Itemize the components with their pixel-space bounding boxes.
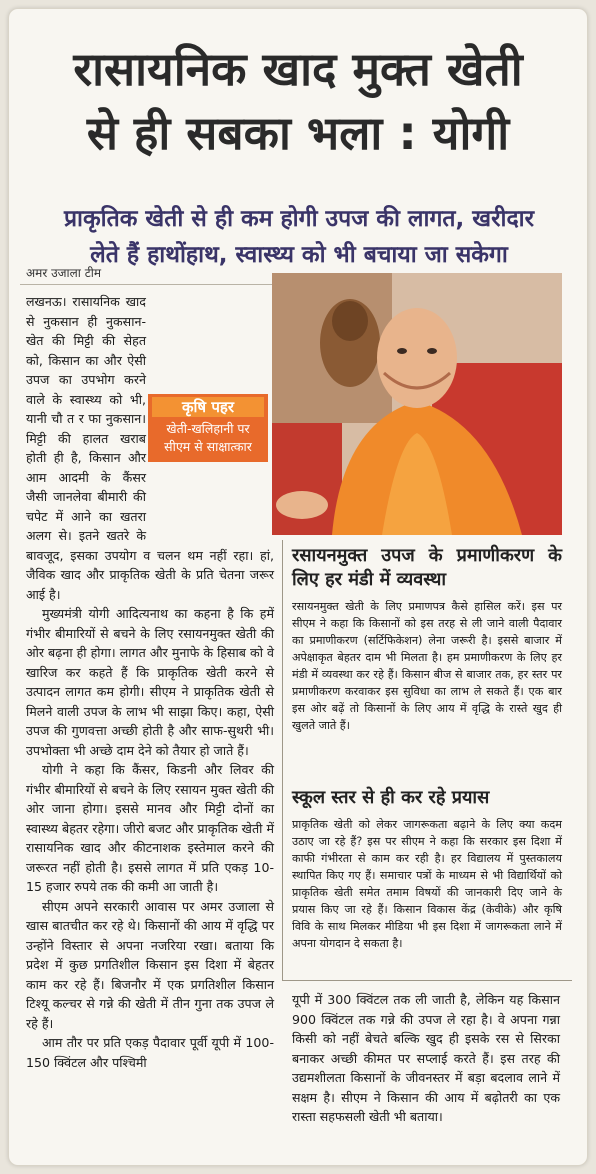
byline: अमर उजाला टीम bbox=[26, 266, 102, 280]
yogi-photo bbox=[272, 273, 562, 535]
headline bbox=[19, 37, 577, 165]
paragraph-2: मुख्यमंत्री योगी आदित्यनाथ का कहना है कि हमें गंभीर बीमारियों से बचने के लिए रसायनमुक्त खेती की ओर बढ़ना ही होगा। लागत और मुनाफे के हिसाब को वे खारिज कर कहते हैं कि प्राकृतिक खेती करने से उत्पादन लागत कम होगी। सीएम ने प्राकृतिक खेती से मिलने वाली उपज के लाभ भी साझा किए। कहा, ऐसी उपज की गुणवत्ता अच्छी होती है और साफ-सुथरी भी। उपभोक्ता भी अच्छे दाम देने को तैयार हो जाते हैं। bbox=[26, 606, 274, 758]
column-divider bbox=[282, 540, 283, 980]
portrait-illustration bbox=[272, 273, 562, 535]
paragraph-3: योगी ने कहा कि कैंसर, किडनी और लिवर की गंभीर बीमारियों से बचने के लिए रसायन मुक्त खेती की ओर जाना होगा। इससे मानव और मिट्टी दोनों का स्वास्थ्य बेहतर रहेगा। जीरो बजट और प्राकृतिक खेती में रासायनिक खाद और कीटनाशक इस्तेमाल करने की जरूरत नहीं होती है। इससे लागत में प्रति एकड़ 10-15 हजार रुपये तक की कमी आ जाती है। bbox=[26, 762, 274, 894]
paragraph-5: आम तौर पर प्रति एकड़ पैदावार पूर्वी यूपी में 100-150 क्विंटल और पश्चिमी bbox=[26, 1035, 274, 1070]
subheadline bbox=[23, 201, 575, 273]
certification-section bbox=[292, 544, 562, 734]
badge-subtitle-1: खेती-खलिहानी पर bbox=[166, 421, 250, 436]
badge-subtitle-2: सीएम से साक्षात्कार bbox=[164, 439, 252, 454]
continued-column bbox=[292, 990, 560, 1127]
subhead-line-2: लेते हैं हाथोंहाथ, स्वास्थ्य को भी बचाया जा सकेगा bbox=[90, 242, 508, 268]
section-title: रसायनमुक्त उपज के प्रमाणीकरण के लिए हर मंडी में व्यवस्था bbox=[292, 545, 562, 590]
section-body: प्राकृतिक खेती को लेकर जागरूकता बढ़ाने के लिए क्या कदम उठाए जा रहे हैं? इस पर सीएम ने कहा कि सरकार इस दिशा में काफी गंभीरता से काम कर रही है। हर विद्यालय में पुस्तकालय स्थापित किए गए हैं। समाचार पत्रों के माध्यम से भी विद्यार्थियों को प्राकृतिक खेती समेत तमाम विषयों की जानकारी दिए जाने के प्रयास किए जा रहे हैं। किसान विकास केंद्र (केवीके) और कृषि विवि के साथ मिलकर मीडिया भी इस दिशा में जागरूकता लाने में अपना योगदान दे सकता है। bbox=[292, 818, 562, 950]
krishi-pahar-badge bbox=[148, 394, 268, 462]
section-divider bbox=[282, 980, 572, 981]
section-body: रसायनमुक्त खेती के लिए प्रमाणपत्र कैसे हासिल करें। इस पर सीएम ने कहा कि किसानों को इस तरह से ली जाने वाली पैदावार का प्रमाणीकरण (सर्टिफिकेशन) लेना जरूरी है। इससे बाजार में अपेक्षाकृत बेहतर दाम भी मिलता है। हम प्रमाणीकरण के लिए हर मंडी में व्यवस्था कर रहे हैं। किसान बीज से बाजार तक, हर स्तर पर प्रमाणीकरण करवाकर इस सुविधा का लाभ ले सकते हैं। एक बार इस ओर बढ़ें तो किसानों के लिए आय में वृद्धि के रास्ते खुद ही खुलते जाते हैं। bbox=[292, 600, 562, 732]
headline-line-1: रासायनिक खाद मुक्त खेती bbox=[73, 42, 523, 96]
headline-line-2: से ही सबका भला : योगी bbox=[86, 106, 510, 160]
subhead-line-1: प्राकृतिक खेती से ही कम होगी उपज की लागत, खरीदार bbox=[63, 206, 535, 232]
paragraph-4: सीएम अपने सरकारी आवास पर अमर उजाला से खास बातचीत कर रहे थे। किसानों की आय में वृद्धि पर उन्होंने विस्तार से अपना नजरिया रखा। बताया कि प्रदेश में कुछ प्रगतिशील किसान इस दिशा में बेहतर काम कर रहे हैं। बिजनौर में एक प्रगतिशील किसान टिश्यू कल्चर से गन्ने की खेती में तीन गुना तक उपज ले रहे हैं। bbox=[26, 898, 274, 1031]
badge-title: कृषि पहर bbox=[152, 397, 264, 417]
section-title: स्कूल स्तर से ही कर रहे प्रयास bbox=[292, 787, 490, 808]
paragraph-1: लखनऊ। रासायनिक खाद से नुकसान ही नुकसान-खेत की मिट्टी की सेहत को, किसान का और ऐसी उपज का उपभोग करने वाले के स्वास्थ्य को भी, यानी चौ त र फा नुकसान। मिट्टी की हालत खराब होती ही है, किसान और आम आदमी के कैंसर जैसी जानलेवा बीमारी की चपेट में आने का खतरा अलग से। इतने खतरे के बावजूद, इसका उपयोग व चलन थम नहीं रहा। हां, जैविक खाद और प्राकृतिक खेती के प्रति चेतना जरूर आई है। bbox=[26, 294, 274, 602]
school-level-section bbox=[292, 786, 562, 952]
paragraph-continuation: यूपी में 300 क्विंटल तक ली जाती है, लेकिन यह किसान 900 क्विंटल तक गन्ने की उपज ले रहा है। वे अपना गन्ना किसी को नहीं बेचते बल्कि खुद ही इसके रस से सिरका बनाकर अच्छी कीमत पर सप्लाई करते हैं। इस तरह की उद्यमशीलता किसानों के जीवनस्तर में बड़ा बदलाव लाने में सक्षम है। सीएम ने किसान की आय में बढ़ोतरी का एक रास्ता सहफसली खेती भी बताया। bbox=[292, 992, 560, 1124]
